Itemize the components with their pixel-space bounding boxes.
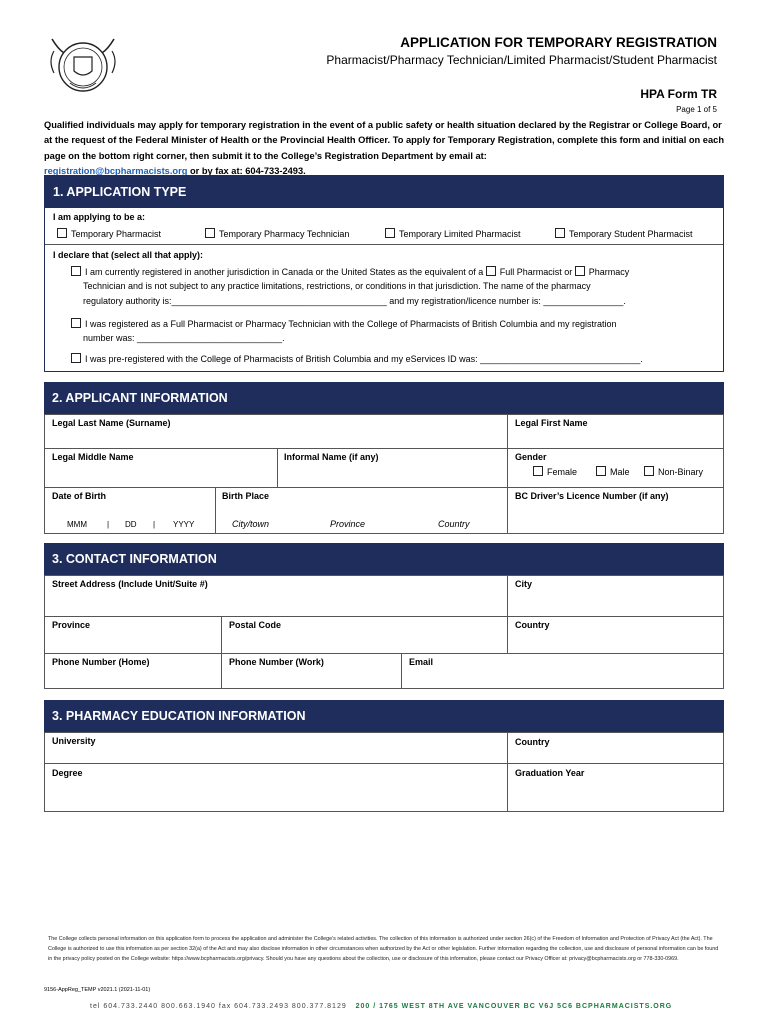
declaration-2[interactable] <box>71 318 617 329</box>
option-label: Temporary Pharmacy Technician <box>219 229 350 239</box>
field-label: Street Address (Include Unit/Suite #) <box>52 579 208 589</box>
field-label: Legal First Name <box>515 418 588 428</box>
field-label: Postal Code <box>229 620 282 630</box>
field-label: Informal Name (if any) <box>284 452 379 462</box>
field-label: Graduation Year <box>515 768 585 778</box>
declaration-1[interactable] <box>71 266 629 277</box>
checkbox[interactable] <box>71 318 81 328</box>
section-title: 3. CONTACT INFORMATION <box>44 543 724 575</box>
field-label: Legal Last Name (Surname) <box>52 418 171 428</box>
form-code: 9156-AppReg_TEMP v2021.1 (2021-11-01) <box>44 987 151 993</box>
declaration-2-line2: number was: _____________________________. <box>83 333 285 343</box>
option-label: Pharmacy <box>588 267 630 277</box>
dob-separator: | <box>107 520 110 529</box>
section-education-info <box>44 700 724 812</box>
option-label: Female <box>547 467 578 477</box>
section-application-type <box>44 175 724 372</box>
field-label: Phone Number (Home) <box>52 657 150 667</box>
declaration-text: I was pre-registered with the College of Pharmacists of British Columbia and my eServices ID was: ________________________________. <box>85 354 643 364</box>
section-title: 3. PHARMACY EDUCATION INFORMATION <box>44 700 724 732</box>
birth-country-hint: Country <box>438 519 470 529</box>
field-label: Country <box>515 620 550 630</box>
form-title: APPLICATION FOR TEMPORARY REGISTRATION <box>400 35 717 50</box>
field-label: Birth Place <box>222 491 270 501</box>
option-label: Temporary Pharmacist <box>71 229 162 239</box>
section-applicant-info <box>44 382 724 534</box>
checkbox[interactable] <box>71 266 81 276</box>
college-crest-logo <box>44 31 122 97</box>
privacy-notice: The College collects personal information on this application form to process the application and administer the College’s related activities. The collection of this information is authorized under section 26(c) of the Freedom of Information and Protection of Privacy Act (the Act). The College is authorized to use this information as per section 32(a) of the Act and may also disclose information in other circumstances when authorized by the Act or other legislation. Further information regarding the collection, use and disclosure of personal information can be found in the privacy policy posted on the College website: https://www.bcpharmacists.org/privacy. Should you have any questions about the collection, use or disclosure of this information, please contact our Privacy Officer at: privacy@bcpharmacists.org or 778-330-0969. <box>48 936 719 962</box>
field-label: Degree <box>52 768 83 778</box>
declaration-text: I was registered as a Full Pharmacist or Pharmacy Technician with the College of Pharmacists of British Columbia and my registration <box>85 319 617 329</box>
field-label: BC Driver’s Licence Number (if any) <box>515 491 669 501</box>
graduation-year-field[interactable] <box>507 763 724 812</box>
gender-male[interactable] <box>596 466 630 477</box>
form-id: HPA Form TR <box>640 87 717 101</box>
intro-fax: or by fax at: 604-733-2493. <box>187 166 306 177</box>
declaration-3[interactable] <box>71 353 643 364</box>
declare-label: I declare that (select all that apply): <box>53 250 204 260</box>
dob-field[interactable] <box>44 487 216 534</box>
checkbox[interactable] <box>385 228 395 238</box>
intro-text: Qualified individuals may apply for temporary registration in the event of a public safety or health situation declared by the Registrar or College Board, or at the request of the Federal Minister of Health or the Provincial Health Officer. To apply for Temporary Registration, complete this form and initial on each page on the bottom right corner, then submit it to the College’s Registration Department by email at: <box>44 120 724 161</box>
last-name-field[interactable] <box>44 414 508 449</box>
field-label: Email <box>409 657 434 667</box>
option-temp-student[interactable] <box>555 228 693 239</box>
first-name-field[interactable] <box>507 414 724 449</box>
contact-info <box>90 1003 672 1010</box>
province-field[interactable] <box>44 616 222 654</box>
checkbox[interactable] <box>533 466 543 476</box>
phone-home-field[interactable] <box>44 653 222 689</box>
dob-separator: | <box>153 520 156 529</box>
gender-female[interactable] <box>533 466 577 477</box>
checkbox[interactable] <box>205 228 215 238</box>
option-label: Non-Binary <box>658 467 704 477</box>
dob-year-hint: YYYY <box>173 520 195 529</box>
field-label: Gender <box>515 452 547 462</box>
country-field[interactable] <box>507 616 724 654</box>
applying-label: I am applying to be a: <box>53 212 146 222</box>
declaration-text: I am currently registered in another jurisdiction in Canada or the United States as the equivalent of a <box>85 267 484 277</box>
page-number: Page 1 of 5 <box>676 105 717 114</box>
field-label: Country <box>515 737 550 747</box>
birth-city-hint: City/town <box>232 519 270 529</box>
checkbox[interactable] <box>57 228 67 238</box>
field-label: Date of Birth <box>52 491 106 501</box>
declaration-1-line2: Technician and is not subject to any practice limitations, restrictions, or conditions in that jurisdiction. The name of the pharmacy <box>83 281 591 291</box>
city-field[interactable] <box>507 575 724 617</box>
checkbox[interactable] <box>596 466 606 476</box>
dob-day-hint: DD <box>125 520 137 529</box>
street-field[interactable] <box>44 575 508 617</box>
declaration-1-line3: regulatory authority is:___________________________________________ and my registration/licence number is: ________________. <box>83 296 626 306</box>
registration-email-link[interactable]: registration@bcpharmacists.org <box>44 166 188 177</box>
dob-month-hint: MMM <box>67 520 87 529</box>
divider <box>45 244 723 245</box>
intro-paragraph <box>44 118 724 180</box>
gender-non-binary[interactable] <box>644 466 703 477</box>
field-label: Province <box>52 620 91 630</box>
option-temp-technician[interactable] <box>205 228 349 239</box>
informal-name-field[interactable] <box>277 448 508 488</box>
option-temp-pharmacist[interactable] <box>57 228 161 239</box>
section-title: 1. APPLICATION TYPE <box>45 176 723 208</box>
checkbox[interactable] <box>555 228 565 238</box>
option-label: Temporary Limited Pharmacist <box>399 229 521 239</box>
middle-name-field[interactable] <box>44 448 278 488</box>
contact-address: 200 / 1765 WEST 8TH AVE VANCOUVER BC V6J 5C6 BCPHARMACISTS.ORG <box>355 1003 673 1010</box>
edu-country-field[interactable] <box>507 732 724 764</box>
option-temp-limited[interactable] <box>385 228 521 239</box>
birth-province-hint: Province <box>330 519 366 529</box>
checkbox-full-pharmacist[interactable] <box>486 266 496 276</box>
birth-place-field[interactable] <box>215 487 508 534</box>
contact-phones: tel 604.733.2440 800.663.1940 fax 604.733.2493 800.377.8129 <box>90 1003 347 1010</box>
degree-field[interactable] <box>44 763 508 812</box>
checkbox[interactable] <box>71 353 81 363</box>
email-field[interactable] <box>401 653 724 689</box>
section-title: 2. APPLICANT INFORMATION <box>44 382 724 414</box>
university-field[interactable] <box>44 732 508 764</box>
field-label: University <box>52 736 96 746</box>
option-label: Full Pharmacist or <box>499 267 573 277</box>
option-label: Temporary Student Pharmacist <box>569 229 693 239</box>
phone-work-field[interactable] <box>221 653 402 689</box>
field-label: Legal Middle Name <box>52 452 134 462</box>
checkbox[interactable] <box>644 466 654 476</box>
checkbox-pharmacy-technician[interactable] <box>575 266 585 276</box>
field-label: City <box>515 579 533 589</box>
gender-field <box>507 448 724 488</box>
section-contact-info <box>44 543 724 689</box>
form-subtitle: Pharmacist/Pharmacy Technician/Limited Pharmacist/Student Pharmacist <box>326 53 717 67</box>
option-label: Male <box>610 467 630 477</box>
postal-code-field[interactable] <box>221 616 508 654</box>
field-label: Phone Number (Work) <box>229 657 324 667</box>
licence-field[interactable] <box>507 487 724 534</box>
